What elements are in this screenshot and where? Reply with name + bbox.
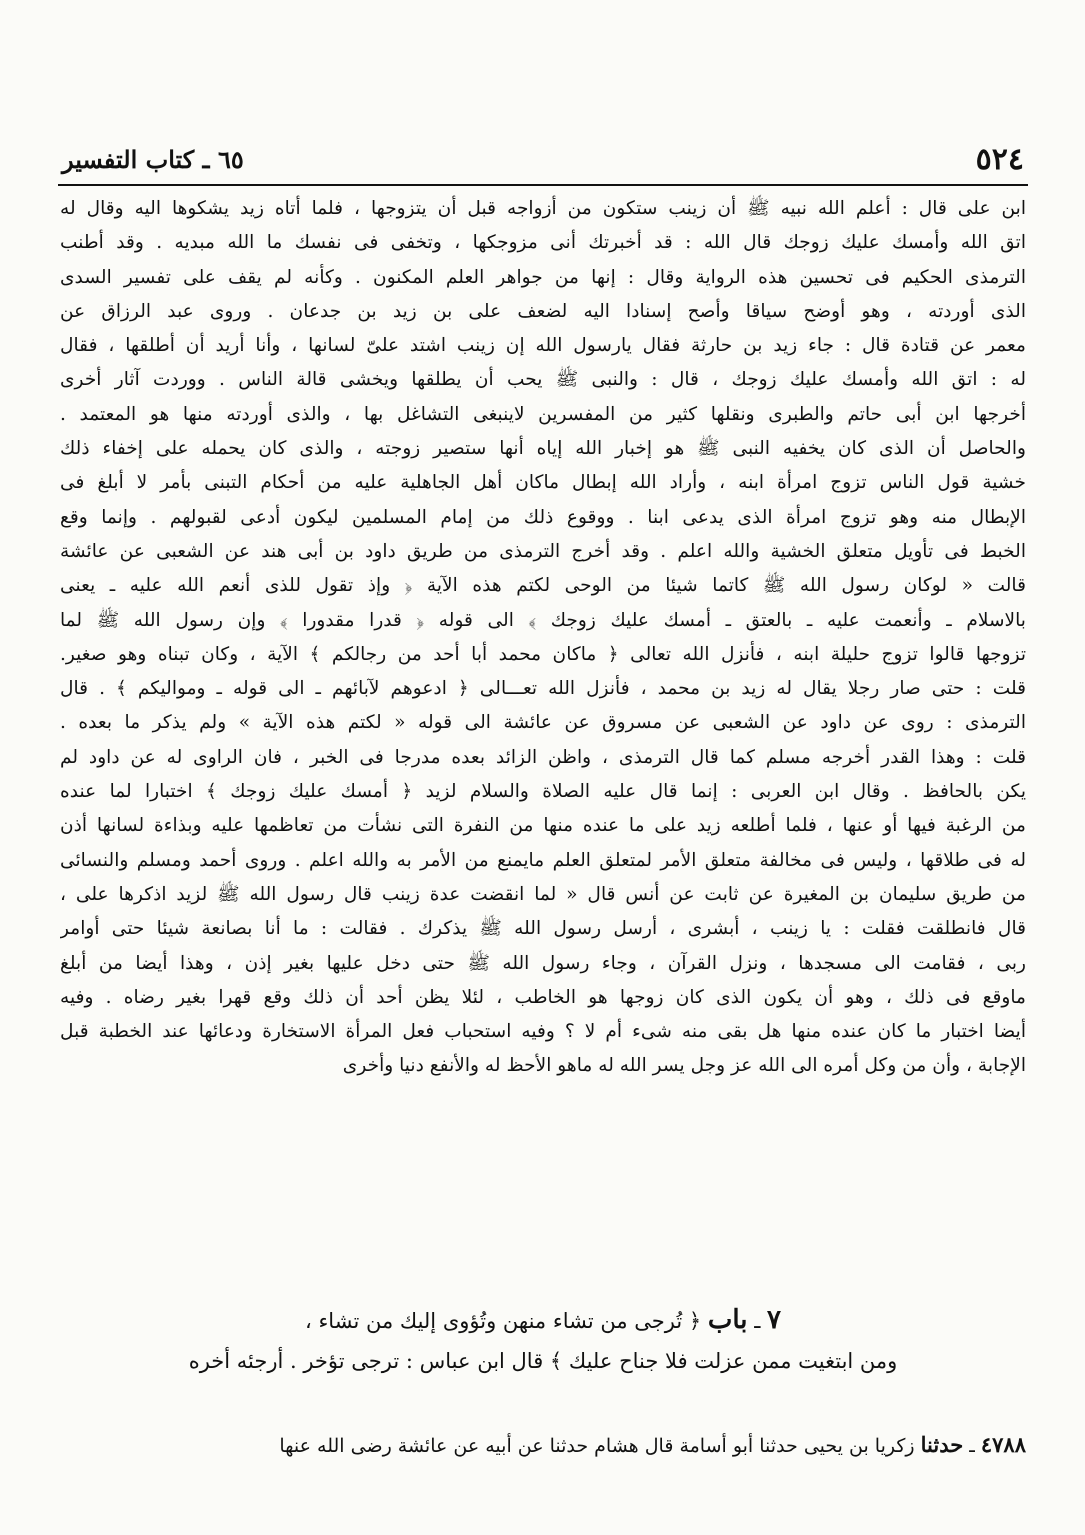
chapter-verse-line-1: ﴿ تُرجى من تشاء منهن وتُؤوى إليك من تشاء ،: [304, 1309, 702, 1333]
chapter-number: ٧: [767, 1305, 781, 1335]
text-line: ابن على قال : أعلم الله نبيه ﷺ أن زينب ستكون من أزواجه قبل أن يتزوجها ، فلما أتاه زيد يشكوها اليه وقال له: [60, 198, 1026, 219]
hadith-dash: ـ: [969, 1435, 975, 1457]
text-line: له فى طلاقها ، وليس فى مخالفة متعلق الأمر لمتعلق العلم مايمنع من الأمر به والله اعلم . وروى أحمد ومسلم والنسائى: [60, 849, 1026, 871]
text-line: خشية قول الناس تزوج امرأة ابنه ، وأراد الله إبطال ماكان أهل الجاهلية عليه من أحكام التبنى بأمر لا أبلغ فى: [60, 472, 1026, 494]
chapter-dash: ـ: [754, 1309, 761, 1333]
text-line: تزوجها قالوا تزوج حليلة ابنه ، فأنزل الله تعالى ﴿ ماكان محمد أبا أحد من رجالكم ﴾ الآية ، وكان تبناه وهو صغير.: [60, 643, 1026, 665]
page-header: [62, 140, 1024, 180]
text-line: اتق الله وأمسك عليك زوجك قال الله : قد أخبرتك أنى مزوجكها ، وتخفى فى نفسك ما الله مبديه . وقد أطنب: [60, 232, 1026, 254]
text-line: الإبطال منه وهو تزوج امرأة الذى يدعى ابنا . ووقوع ذلك من إمام المسلمين ليكون أدعى لقبولهم . وإنما وقع: [60, 506, 1026, 528]
chapter-word: باب: [707, 1305, 748, 1335]
text-line: قالت « لوكان رسول الله ﷺ كاتما شيئا من الوحى لكتم هذه الآية ﴿ وإذ تقول للذى أنعم الله عليه ـ يعنى: [60, 575, 1026, 597]
text-line: الذى أوردته ، وهو أوضح سياقا وأصح إسنادا اليه لضعف على بن زيد بن جدعان . وروى عبد الرزاق عن: [60, 300, 1026, 322]
text-line: الترمذى الحكيم فى تحسين هذه الرواية وقال : إنها من جواهر العلم المكنون . وكأنه لم يقف على تفسير السدى: [60, 266, 1026, 288]
chapter-heading: [60, 1300, 1026, 1381]
text-line: أخرجها ابن أبى حاتم والطبرى ونقلها كثير من المفسرين لاينبغى التشاغل بها ، والذى أوردته منها هو المعتمد .: [60, 403, 1026, 425]
text-line: قلت : حتى صار رجلا يقال له زيد بن محمد ، فأنزل الله تعـــالى ﴿ ادعوهم لآبائهم ـ الى قوله ـ ومواليكم ﴾ . قال: [60, 678, 1026, 700]
header-rule: [58, 184, 1028, 186]
chapter-heading-line-1: [60, 1300, 1026, 1341]
text-line: من طريق سليمان بن المغيرة عن ثابت عن أنس قال « لما انقضت عدة زينب قال رسول الله ﷺ لزيد اذكرها على ،: [60, 883, 1026, 905]
chapter-verse-line-2: ومن ابتغيت ممن عزلت فلا جناح عليك ﴾ قال ابن عباس : ترجى تؤخر . أرجئه أخره: [188, 1349, 898, 1373]
text-line: له : اتق الله وأمسك عليك زوجك ، قال : والنبى ﷺ يحب أن يطلقها ويخشى قالة الناس . ووردت آثار أخرى: [60, 369, 1026, 391]
text-line: معمر عن قتادة قال : جاء زيد بن حارثة فقال يارسول الله إن زينب اشتد علىّ لسانها ، وأنا أريد أن أطلقها ، فقال: [60, 335, 1026, 357]
text-line: من الرغبة فيها أو عنها ، فلما أطلعه زيد على ما عنده منها من النفرة التى نشأت من تعاظمها عليه وبذاءة لسانها أذن: [60, 815, 1026, 837]
book-title: ٦٥ ـ كتاب التفسير: [62, 145, 244, 174]
text-line: أيضا اختبار ما كان عنده منها هل بقى منه شىء أم لا ؟ وفيه استحباب فعل المرأة الاستخارة ودعائها عند الخطبة قبل: [60, 1021, 1026, 1043]
text-line: الخبط فى تأويل متعلق الخشية والله اعلم . وقد أخرج الترمذى من طريق داود بن أبى هند عن الشعبى عن عائشة: [60, 540, 1026, 562]
page-number: ٥٢٤: [975, 142, 1024, 177]
hadith-lead-word: حدثنا: [920, 1432, 964, 1457]
hadith-line: [60, 1428, 1026, 1463]
text-line: قال فانطلقت فقلت : يا زينب ، أبشرى ، أرسل رسول الله ﷺ يذكرك . فقالت : ما أنا بصانعة شيئا حتى أوامر: [60, 918, 1026, 940]
text-line: ربى ، فقامت الى مسجدها ، ونزل القرآن ، وجاء رسول الله ﷺ حتى دخل عليها بغير إذن ، وهذا أيضا من أبلغ: [60, 952, 1026, 974]
text-line: ماوقع فى ذلك ، وهو أن يكون الذى كان زوجها هو الخاطب ، لئلا يظن أحد أن ذلك وقع قهرا بغير رضاه . وفيه: [60, 986, 1026, 1008]
text-line: الإجابة ، وأن من وكل أمره الى الله عز وجل يسر الله له ماهو الأحظ له والأنفع دنيا وأخرى: [342, 1055, 1026, 1077]
text-line: بالاسلام ـ وأنعمت عليه ـ بالعتق ـ أمسك عليك زوجك ﴾ الى قوله ﴿ قدرا مقدورا ﴾ وإن رسول الله ﷺ لما: [60, 609, 1026, 631]
text-line: والحاصل أن الذى كان يخفيه النبى ﷺ هو إخبار الله إياه أنها ستصير زوجته ، والذى كان يحمله على إخفاء ذلك: [60, 438, 1026, 460]
text-line: يكن بالحافظ . وقال ابن العربى : إنما قال عليه الصلاة والسلام لزيد ﴿ أمسك عليك زوجك ﴾ اختبارا لما عنده: [60, 781, 1026, 803]
hadith-number: ٤٧٨٨: [980, 1432, 1026, 1457]
text-line: قلت : وهذا القدر أخرجه مسلم كما قال الترمذى ، واظن الزائد بعده مدرجا فى الخبر ، فان الراوى له عن داود لم: [60, 746, 1026, 768]
hadith-text: زكريا بن يحيى حدثنا أبو أسامة قال هشام حدثنا عن أبيه عن عائشة رضى الله عنها: [279, 1435, 915, 1457]
commentary-text: [60, 192, 1026, 1084]
text-line: الترمذى : روى عن داود عن الشعبى عن مسروق عن عائشة الى قوله « لكتم هذه الآية » ولم يذكر ما بعده .: [60, 712, 1026, 734]
